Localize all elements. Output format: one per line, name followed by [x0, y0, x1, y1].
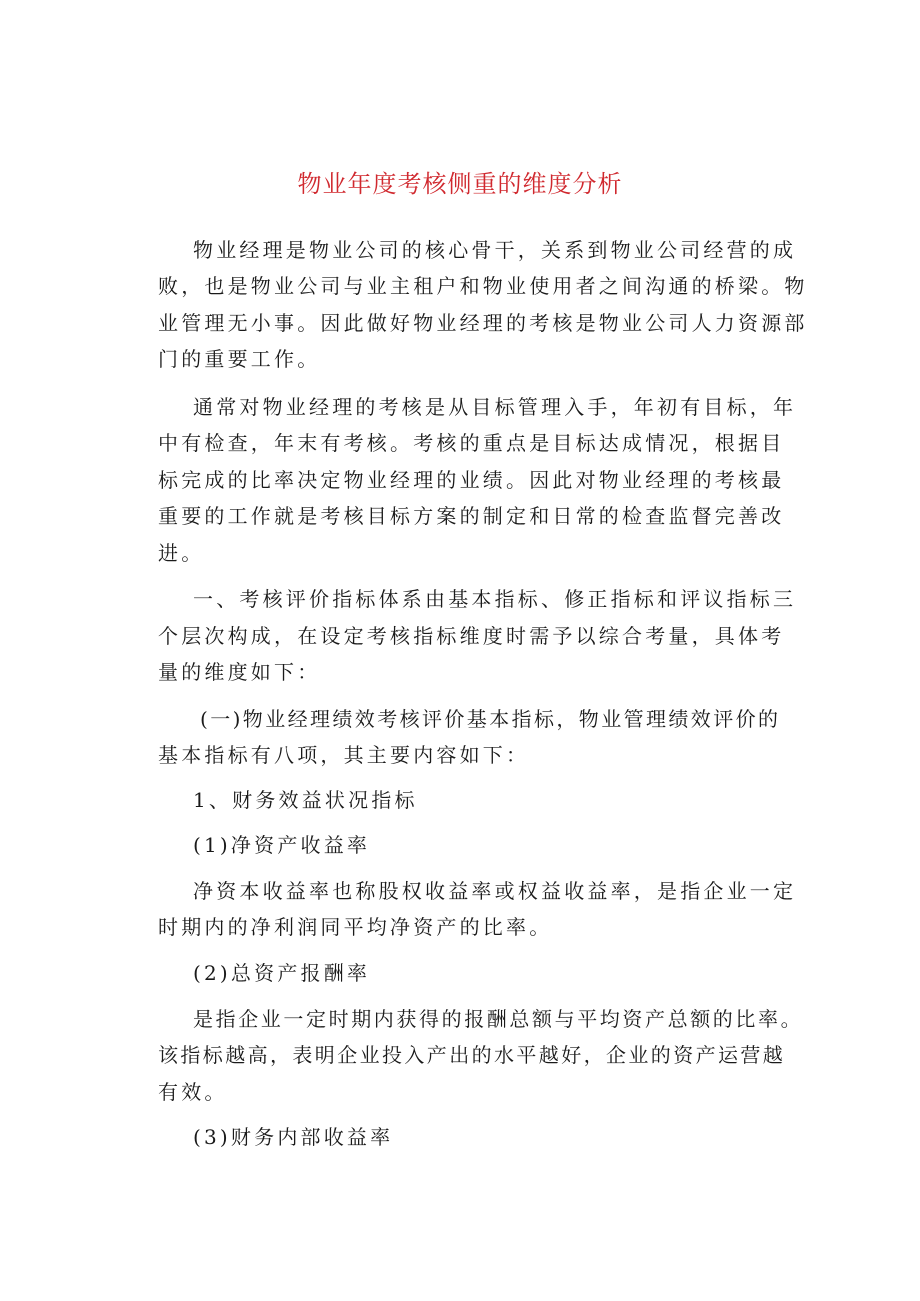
- paragraph-line: 个层次构成，在设定考核指标维度时需予以综合考量，具体考: [158, 624, 785, 648]
- paragraph-line: 重要的工作就是考核目标方案的制定和日常的检查监督完善改: [158, 504, 785, 528]
- paragraph-line: 有效。: [158, 1080, 228, 1104]
- item-heading: (1)净资产收益率: [193, 833, 371, 857]
- paragraph-line: 量的维度如下：: [158, 660, 321, 684]
- section-heading: 一、考核评价指标体系由基本指标、修正指标和评议指标三: [193, 587, 797, 611]
- paragraph-line: 进。: [158, 541, 205, 565]
- paragraph-line: 是指企业一定时期内获得的报酬总额与平均资产总额的比率。: [193, 1007, 804, 1031]
- paragraph-line: 门的重要工作。: [158, 347, 321, 371]
- paragraph-line: 物业经理是物业公司的核心骨干，关系到物业公司经营的成: [193, 238, 797, 262]
- paragraph-line: 标完成的比率决定物业经理的业绩。因此对物业经理的考核最: [158, 468, 785, 492]
- item-heading: 1、财务效益状况指标: [193, 788, 418, 812]
- item-heading: (3)财务内部收益率: [193, 1125, 394, 1149]
- paragraph-line: 基本指标有八项，其主要内容如下：: [158, 743, 530, 767]
- subsection-heading: (一)物业经理绩效考核评价基本指标，物业管理绩效评价的: [200, 707, 781, 731]
- paragraph-line: 败，也是物业公司与业主租户和物业使用者之间沟通的桥梁。物: [158, 274, 808, 298]
- paragraph-line: 时期内的净利润同平均净资产的比率。: [158, 915, 553, 939]
- paragraph-line: 净资本收益率也称股权收益率或权益收益率，是指企业一定: [193, 879, 797, 903]
- paragraph-line: 该指标越高，表明企业投入产出的水平越好，企业的资产运营越: [158, 1043, 786, 1067]
- paragraph-line: 业管理无小事。因此做好物业经理的考核是物业公司人力资源部: [158, 311, 808, 335]
- document-title: 物业年度考核侧重的维度分析: [297, 170, 623, 198]
- paragraph-line: 通常对物业经理的考核是从目标管理入手，年初有目标，年: [193, 395, 797, 419]
- item-heading: (2)总资产报酬率: [193, 961, 371, 985]
- paragraph-line: 中有检查，年末有考核。考核的重点是目标达成情况，根据目: [158, 431, 785, 455]
